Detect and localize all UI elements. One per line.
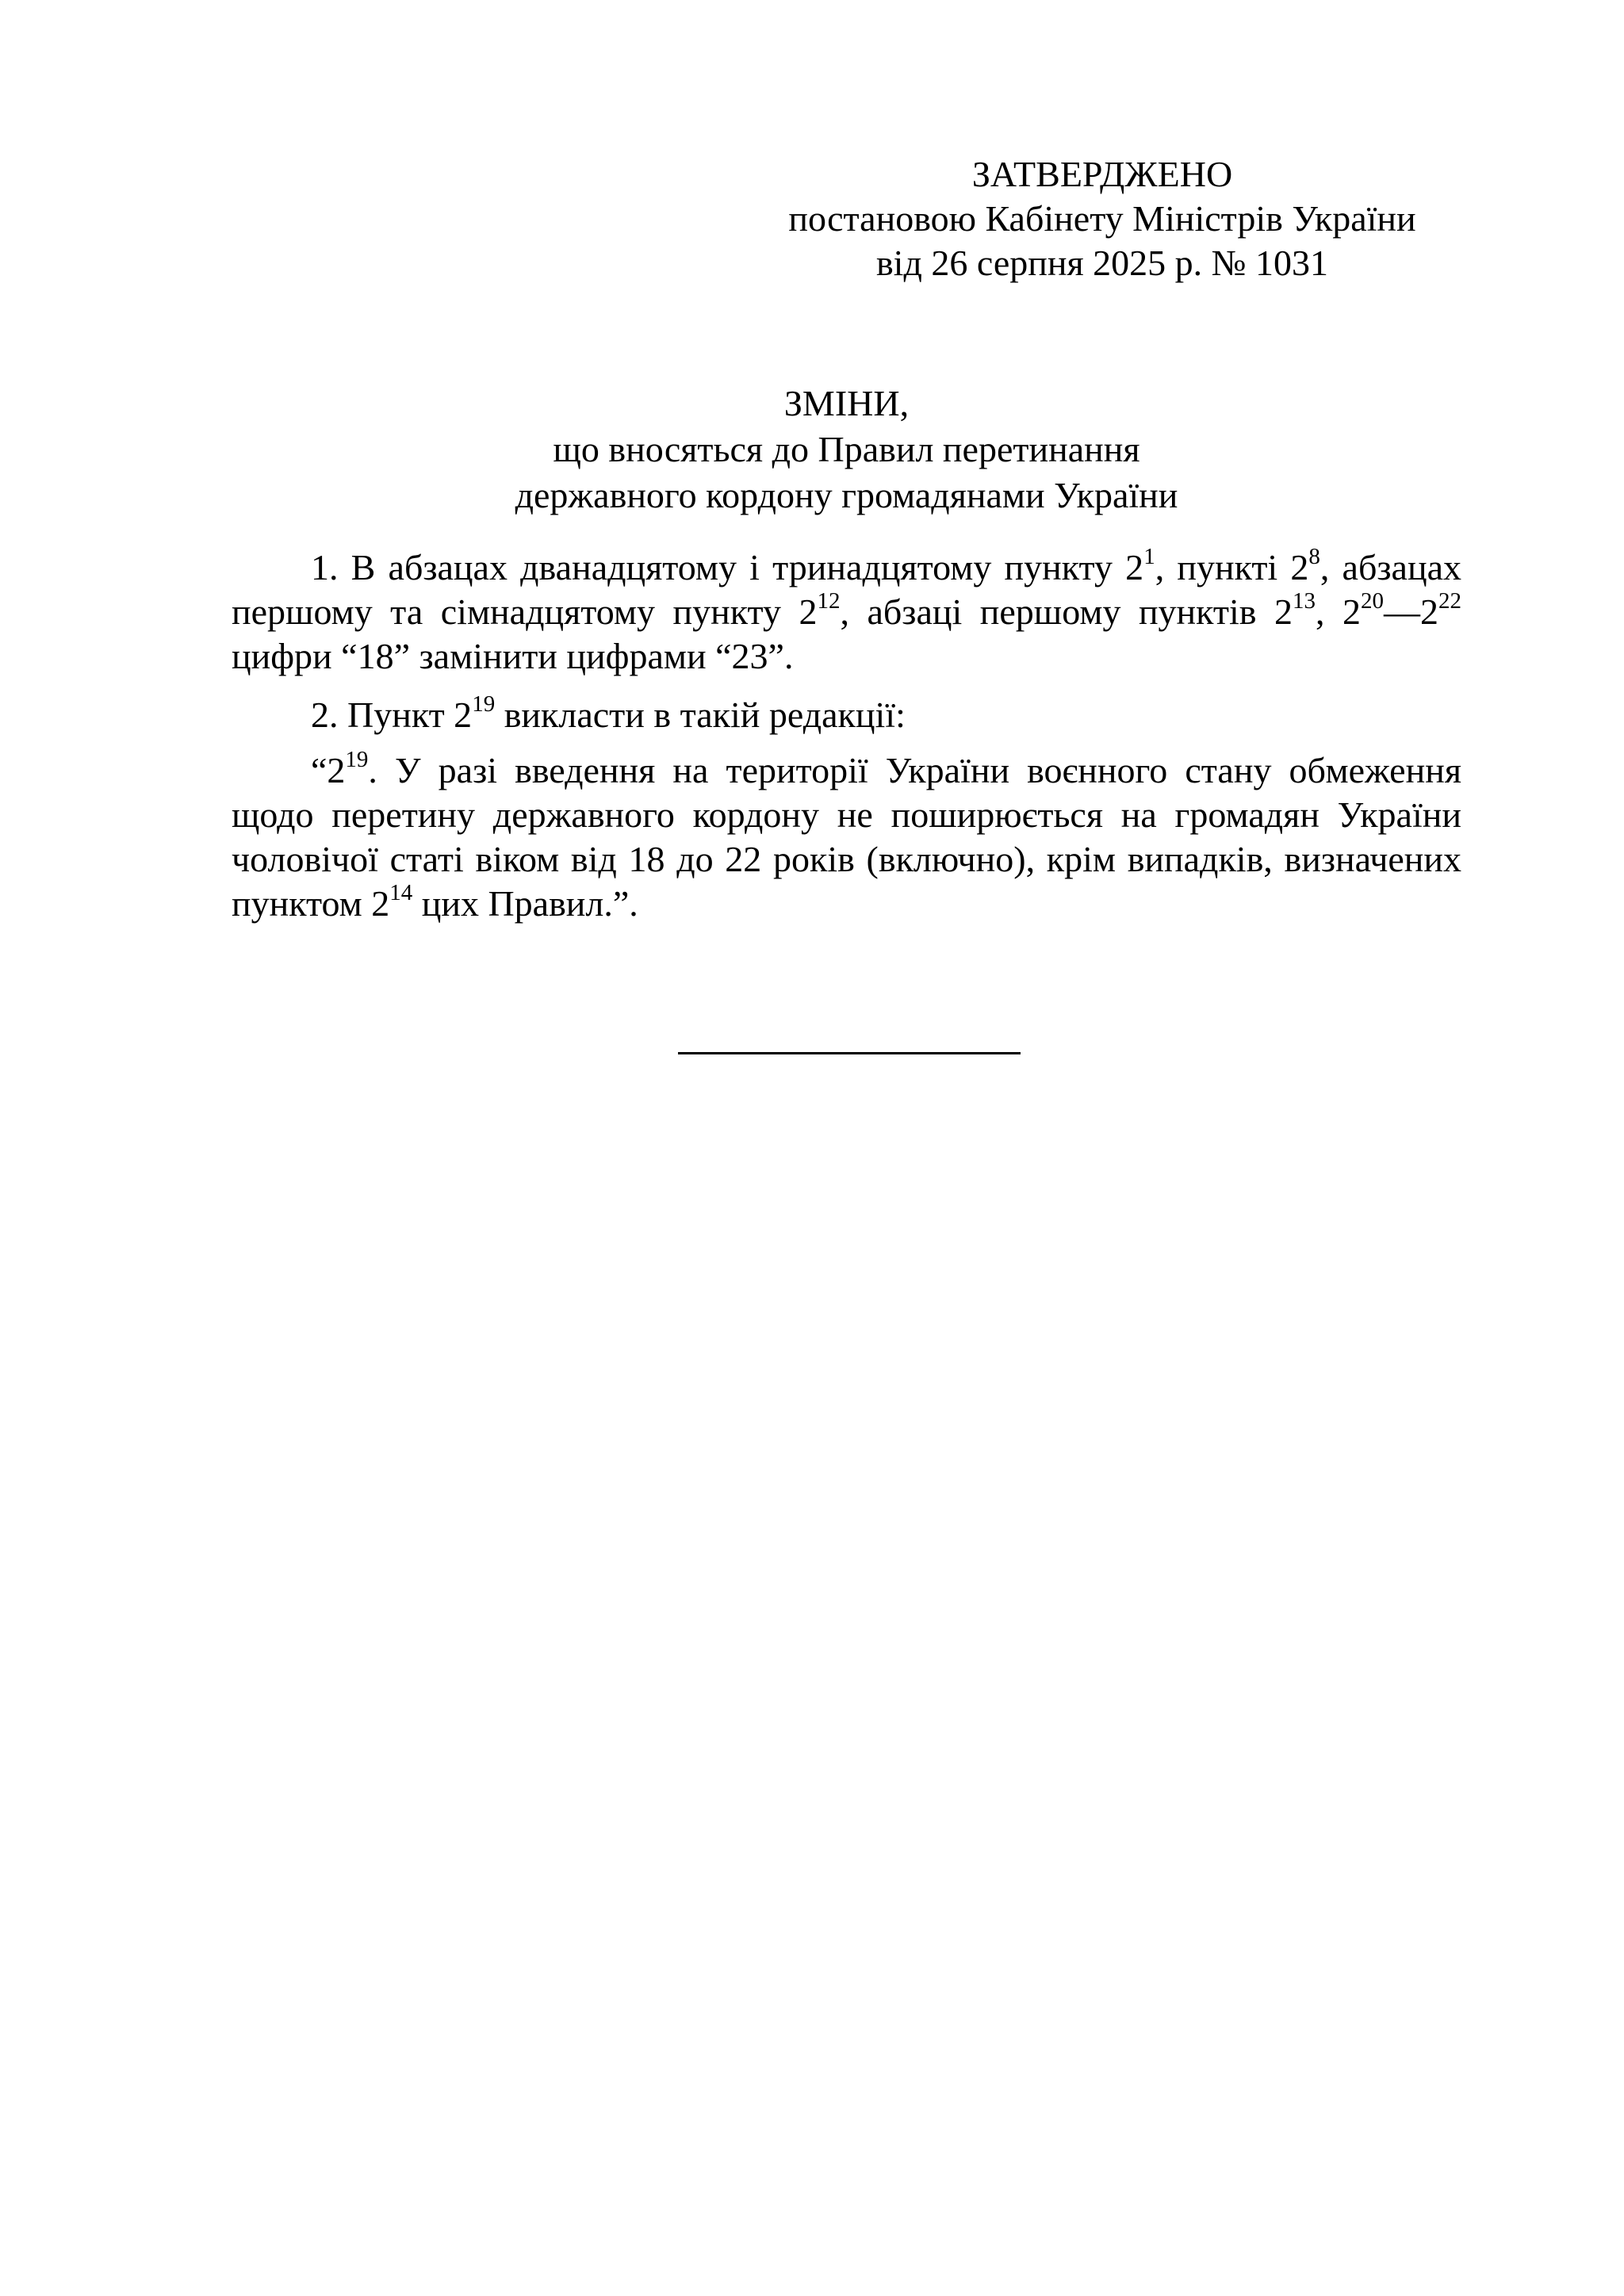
closing-divider-line (678, 1052, 1021, 1054)
paragraph-1-superscript-4: 13 (1293, 588, 1316, 614)
approval-stamp (757, 152, 1447, 285)
paragraph-2-text-1: 2. Пункт 2 (311, 695, 473, 735)
paragraph-1-text-1: 1. В абзацах дванадцятому і тринадцятому пункту 2 (311, 547, 1144, 587)
document-heading (230, 381, 1463, 519)
heading-subtitle-line2: державного кордону громадянами України (515, 475, 1178, 515)
paragraph-3 (232, 748, 1461, 926)
paragraph-3-text-2: . У разі введення на території України воєнного стану обмеження щодо перетину державного кордону не поширюється на громадян України чоловічої статі віком від 18 до 22 років (включно), крім випадків, визначених пунктом 2 (232, 750, 1461, 924)
document-body (232, 545, 1461, 940)
paragraph-1-text-3: , абзацах першому та сімнадцятому пункту 2 (232, 547, 1462, 632)
paragraph-1 (232, 545, 1461, 679)
paragraph-2-superscript-1: 19 (472, 691, 496, 717)
paragraph-1-superscript-1: 1 (1143, 544, 1155, 569)
approval-date-number: від 26 серпня 2025 р. № 1031 (875, 243, 1329, 283)
paragraph-2 (232, 693, 1461, 737)
paragraph-1-superscript-2: 8 (1308, 544, 1320, 569)
paragraph-3-superscript-2: 14 (389, 880, 413, 905)
heading-title: ЗМІНИ, (783, 383, 910, 423)
paragraph-1-text-5: , 2 (1316, 591, 1362, 632)
paragraph-1-text-4: , абзаці першому пунктів 2 (840, 591, 1293, 632)
paragraph-2-text-2: викласти в такій редакції: (495, 695, 906, 735)
heading-subtitle-line1: що вносяться до Правил перетинання (553, 429, 1140, 469)
paragraph-1-superscript-5: 20 (1361, 588, 1385, 614)
approval-title: ЗАТВЕРДЖЕНО (971, 154, 1233, 194)
paragraph-1-text-6: —2 (1384, 591, 1439, 632)
paragraph-3-text-3: цих Правил.”. (412, 883, 638, 924)
paragraph-3-superscript-1: 19 (345, 747, 369, 772)
paragraph-1-text-2: , пункті 2 (1155, 547, 1309, 587)
paragraph-3-text-1: “2 (311, 750, 346, 790)
approval-resolution: постановою Кабінету Міністрів України (788, 198, 1416, 239)
paragraph-1-superscript-6: 22 (1438, 588, 1462, 614)
paragraph-1-superscript-3: 12 (817, 588, 841, 614)
paragraph-1-text-7: цифри “18” замінити цифрами “23”. (232, 636, 794, 676)
